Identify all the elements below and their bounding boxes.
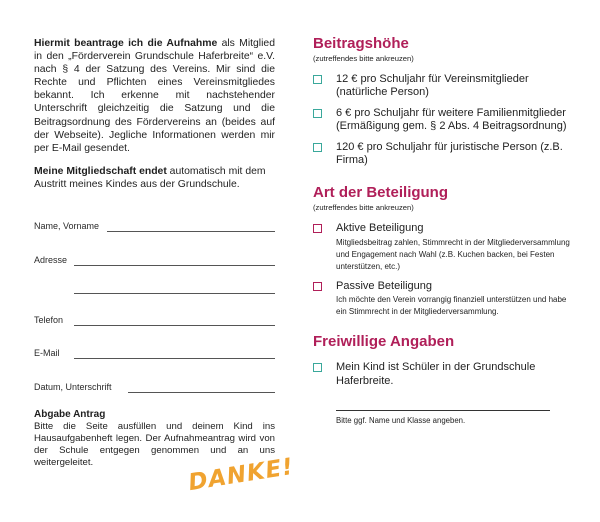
- date-signature-line[interactable]: [128, 392, 275, 393]
- child-info-hint: Bitte ggf. Name und Klasse angeben.: [336, 416, 466, 426]
- option-label: 6 € pro Schuljahr für weitere Familienmitglieder (Ermäßigung gem. § 2 Abs. 4 Beitragsordnung): [336, 106, 567, 133]
- address-line[interactable]: [74, 265, 275, 266]
- name-label: Name, Vorname: [34, 221, 100, 231]
- option-label: 12 € pro Schuljahr für Vereinsmitglieder (natürliche Person): [336, 73, 529, 99]
- option-detail: Mitgliedsbeitrag zahlen, Stimmrecht in der Mitgliederversammlung und Engagement nach Wahl (z.B. Kuchen backen, bei Festen unterstützen, etc.): [336, 237, 570, 271]
- option-label: Aktive Beteiligung: [336, 222, 424, 235]
- checkbox[interactable]: [313, 75, 322, 84]
- freiwillig-option[interactable]: [313, 361, 578, 388]
- danke-lettering: DANKE!: [186, 453, 296, 497]
- option-label: 120 € pro Schuljahr für juristische Person (z.B. Firma): [336, 140, 563, 167]
- email-line[interactable]: [74, 358, 275, 359]
- submission-note: [34, 409, 275, 469]
- checkbox[interactable]: [313, 282, 322, 291]
- email-label: E-Mail: [34, 348, 60, 358]
- date-signature-label: Datum, Unterschrift: [34, 382, 112, 392]
- phone-field[interactable]: [34, 315, 275, 329]
- option-label: Mein Kind ist Schüler in der Grundschule Haferbreite.: [336, 361, 536, 387]
- date-signature-field[interactable]: [34, 382, 275, 396]
- name-line[interactable]: [107, 231, 275, 232]
- beteiligung-option-aktiv[interactable]: [313, 222, 578, 272]
- checkbox[interactable]: [313, 143, 322, 152]
- section-title-freiwillig: Freiwillige Angaben: [313, 333, 455, 351]
- option-detail: Ich möchte den Verein vorrangig finanziell unterstützen und habe ein Stimmrecht in der Mitgliederversammlung.: [336, 295, 567, 317]
- section-hint-beteiligung: (zutreffendes bitte ankreuzen): [313, 203, 414, 213]
- submission-text: Bitte die Seite ausfüllen und deinem Kind ins Hausaufgabenheft legen. Der Aufnahmeantrag wird von der Schule entgegen genommen und an uns weitergeleitet.: [34, 421, 275, 469]
- child-info-line[interactable]: [336, 410, 550, 411]
- intro-paragraph: Hiermit beantrage ich die Aufnahme als Mitglied in den „Förderverein Grundschule Haferbreite“ e.V. nach § 4 der Satzung des Vereins. Mir sind die Rechte und Pflichten eines Vereinsmitgliedes bekannt. Ich erkenne mit nachstehender Unterschrift gleichzeitig die Satzung und die Beitragsordnung des Fördervereins an (beides auf der Webseite). Jegliche Informationen werden mir per E-Mail gesendet.: [34, 38, 275, 154]
- membership-end-paragraph: Meine Mitgliedschaft endet automatisch mit dem Austritt meines Kindes aus der Grundschule.: [34, 165, 266, 190]
- address-label: Adresse: [34, 255, 68, 265]
- checkbox[interactable]: [313, 224, 322, 233]
- email-field[interactable]: [34, 348, 275, 362]
- address-line-2[interactable]: [74, 293, 275, 294]
- section-hint-beitrag: (zutreffendes bitte ankreuzen): [313, 54, 414, 63]
- options-column: [313, 34, 578, 425]
- application-text: [34, 37, 275, 191]
- address-field[interactable]: [34, 255, 275, 269]
- beitrag-option-120[interactable]: [313, 141, 578, 168]
- section-title-beitrag: Beitragshöhe: [313, 35, 409, 52]
- beitrag-option-12[interactable]: [313, 73, 578, 100]
- section-title-beteiligung: Art der Beteiligung: [313, 184, 449, 202]
- option-label: Passive Beteiligung: [336, 279, 433, 292]
- phone-label: Telefon: [34, 315, 64, 325]
- checkbox[interactable]: [313, 109, 322, 118]
- beitrag-option-6[interactable]: [313, 107, 578, 134]
- submission-title: Abgabe Antrag: [34, 409, 106, 420]
- beteiligung-option-passiv[interactable]: [313, 280, 578, 318]
- name-field[interactable]: [34, 221, 275, 235]
- checkbox[interactable]: [313, 363, 322, 372]
- phone-line[interactable]: [74, 325, 275, 326]
